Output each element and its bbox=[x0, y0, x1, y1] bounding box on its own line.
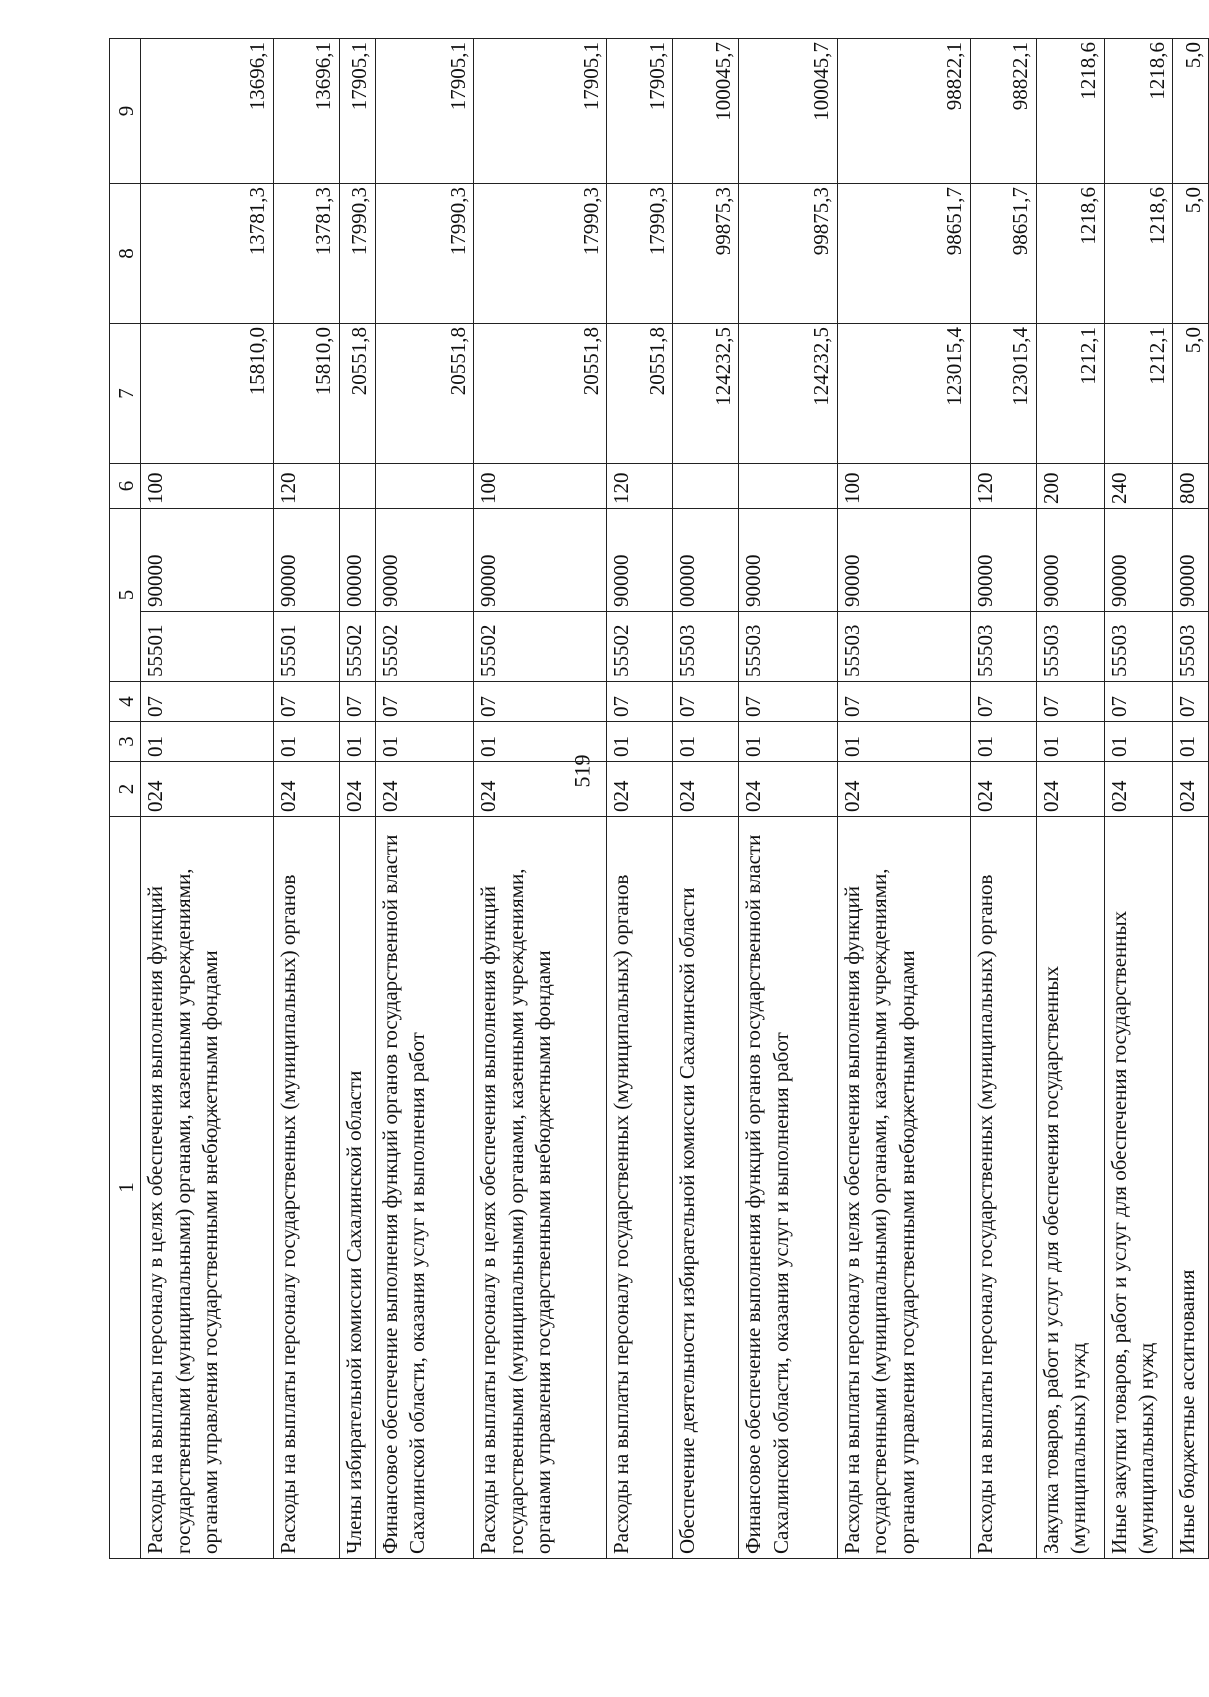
cell-amount-8: 98651,7 bbox=[970, 184, 1036, 324]
cell-direction: 90000 bbox=[607, 509, 673, 612]
cell-amount-7: 124232,5 bbox=[739, 324, 838, 464]
cell-direction: 90000 bbox=[141, 509, 274, 612]
table-row bbox=[607, 39, 673, 1559]
col-header-6: 6 bbox=[110, 464, 141, 509]
cell-amount-8: 13781,3 bbox=[273, 184, 339, 324]
cell-direction: 90000 bbox=[1173, 509, 1209, 612]
cell-type bbox=[375, 464, 474, 509]
col-header-2: 2 bbox=[110, 762, 141, 817]
cell-subsection: 07 bbox=[375, 682, 474, 722]
cell-code: 024 bbox=[1104, 762, 1172, 817]
cell-program: 55503 bbox=[837, 612, 970, 682]
cell-amount-8: 5,0 bbox=[1173, 184, 1209, 324]
col-header-1: 1 bbox=[110, 817, 141, 1559]
cell-amount-7: 1212,1 bbox=[1036, 324, 1104, 464]
table-row bbox=[1104, 39, 1172, 1559]
cell-amount-9: 98822,1 bbox=[837, 39, 970, 184]
cell-section: 01 bbox=[141, 722, 274, 762]
cell-amount-9: 98822,1 bbox=[970, 39, 1036, 184]
cell-direction: 90000 bbox=[1036, 509, 1104, 612]
cell-direction: 00000 bbox=[673, 509, 739, 612]
cell-amount-7: 20551,8 bbox=[474, 324, 607, 464]
cell-program: 55503 bbox=[1104, 612, 1172, 682]
cell-code: 024 bbox=[1036, 762, 1104, 817]
cell-section: 01 bbox=[607, 722, 673, 762]
cell-section: 01 bbox=[1036, 722, 1104, 762]
cell-name: Иные бюджетные ассигнования bbox=[1173, 817, 1209, 1559]
table-row bbox=[273, 39, 339, 1559]
cell-section: 01 bbox=[273, 722, 339, 762]
cell-amount-9: 13696,1 bbox=[273, 39, 339, 184]
cell-subsection: 07 bbox=[970, 682, 1036, 722]
cell-amount-9: 17905,1 bbox=[607, 39, 673, 184]
cell-amount-7: 20551,8 bbox=[607, 324, 673, 464]
cell-program: 55502 bbox=[375, 612, 474, 682]
cell-direction: 00000 bbox=[339, 509, 375, 612]
cell-amount-9: 1218,6 bbox=[1036, 39, 1104, 184]
cell-name: Расходы на выплаты персоналу в целях обеспечения выполнения функций государственными (муниципальными) органами, казенными учреждениями, органами управления государственными внебюджетными фондами bbox=[474, 817, 607, 1559]
table-row bbox=[375, 39, 474, 1559]
cell-subsection: 07 bbox=[837, 682, 970, 722]
cell-code: 024 bbox=[837, 762, 970, 817]
cell-section: 01 bbox=[339, 722, 375, 762]
cell-direction: 90000 bbox=[837, 509, 970, 612]
cell-amount-9: 100045,7 bbox=[739, 39, 838, 184]
cell-subsection: 07 bbox=[141, 682, 274, 722]
cell-subsection: 07 bbox=[474, 682, 607, 722]
table-row bbox=[1036, 39, 1104, 1559]
page-number: 519 bbox=[569, 754, 595, 788]
cell-type: 120 bbox=[607, 464, 673, 509]
cell-amount-7: 15810,0 bbox=[273, 324, 339, 464]
cell-amount-8: 17990,3 bbox=[339, 184, 375, 324]
cell-name: Расходы на выплаты персоналу государственных (муниципальных) органов bbox=[970, 817, 1036, 1559]
cell-direction: 90000 bbox=[1104, 509, 1172, 612]
cell-direction: 90000 bbox=[474, 509, 607, 612]
cell-type bbox=[339, 464, 375, 509]
table-row bbox=[1173, 39, 1209, 1559]
cell-type: 120 bbox=[970, 464, 1036, 509]
cell-subsection: 07 bbox=[1036, 682, 1104, 722]
cell-code: 024 bbox=[273, 762, 339, 817]
cell-subsection: 07 bbox=[739, 682, 838, 722]
col-header-8: 8 bbox=[110, 184, 141, 324]
cell-amount-8: 13781,3 bbox=[141, 184, 274, 324]
table-row bbox=[474, 39, 607, 1559]
cell-code: 024 bbox=[474, 762, 607, 817]
cell-type bbox=[673, 464, 739, 509]
cell-name: Члены избирательной комиссии Сахалинской области bbox=[339, 817, 375, 1559]
cell-section: 01 bbox=[970, 722, 1036, 762]
cell-code: 024 bbox=[375, 762, 474, 817]
cell-subsection: 07 bbox=[1104, 682, 1172, 722]
cell-section: 01 bbox=[375, 722, 474, 762]
cell-section: 01 bbox=[474, 722, 607, 762]
cell-section: 01 bbox=[1104, 722, 1172, 762]
cell-amount-9: 17905,1 bbox=[375, 39, 474, 184]
cell-type: 200 bbox=[1036, 464, 1104, 509]
cell-section: 01 bbox=[837, 722, 970, 762]
cell-amount-9: 17905,1 bbox=[339, 39, 375, 184]
cell-amount-8: 1218,6 bbox=[1036, 184, 1104, 324]
cell-direction: 90000 bbox=[739, 509, 838, 612]
cell-code: 024 bbox=[739, 762, 838, 817]
cell-name: Финансовое обеспечение выполнения функций органов государственной власти Сахалинской области, оказания услуг и выполнения работ bbox=[739, 817, 838, 1559]
cell-amount-9: 13696,1 bbox=[141, 39, 274, 184]
cell-subsection: 07 bbox=[607, 682, 673, 722]
budget-table-container bbox=[109, 39, 1209, 1559]
cell-section: 01 bbox=[1173, 722, 1209, 762]
cell-type: 100 bbox=[474, 464, 607, 509]
col-header-5: 5 bbox=[110, 509, 141, 682]
cell-amount-7: 15810,0 bbox=[141, 324, 274, 464]
cell-amount-8: 99875,3 bbox=[673, 184, 739, 324]
cell-program: 55503 bbox=[1173, 612, 1209, 682]
table-row bbox=[339, 39, 375, 1559]
cell-type: 100 bbox=[837, 464, 970, 509]
budget-table bbox=[109, 38, 1209, 1559]
col-header-3: 3 bbox=[110, 722, 141, 762]
cell-name: Иные закупки товаров, работ и услуг для обеспечения государственных (муниципальных) нужд bbox=[1104, 817, 1172, 1559]
cell-type: 240 bbox=[1104, 464, 1172, 509]
cell-direction: 90000 bbox=[375, 509, 474, 612]
table-row bbox=[837, 39, 970, 1559]
cell-program: 55502 bbox=[607, 612, 673, 682]
cell-code: 024 bbox=[607, 762, 673, 817]
col-header-4: 4 bbox=[110, 682, 141, 722]
cell-subsection: 07 bbox=[673, 682, 739, 722]
cell-subsection: 07 bbox=[273, 682, 339, 722]
cell-code: 024 bbox=[970, 762, 1036, 817]
cell-program: 55503 bbox=[739, 612, 838, 682]
table-row bbox=[739, 39, 838, 1559]
col-header-7: 7 bbox=[110, 324, 141, 464]
cell-program: 55503 bbox=[673, 612, 739, 682]
cell-name: Обеспечение деятельности избирательной комиссии Сахалинской области bbox=[673, 817, 739, 1559]
cell-type: 800 bbox=[1173, 464, 1209, 509]
col-header-9: 9 bbox=[110, 39, 141, 184]
cell-direction: 90000 bbox=[273, 509, 339, 612]
cell-program: 55503 bbox=[1036, 612, 1104, 682]
header-row bbox=[110, 39, 141, 1559]
cell-program: 55502 bbox=[339, 612, 375, 682]
cell-name: Расходы на выплаты персоналу государственных (муниципальных) органов bbox=[607, 817, 673, 1559]
cell-subsection: 07 bbox=[339, 682, 375, 722]
cell-code: 024 bbox=[141, 762, 274, 817]
cell-amount-7: 20551,8 bbox=[375, 324, 474, 464]
table-row bbox=[673, 39, 739, 1559]
cell-section: 01 bbox=[739, 722, 838, 762]
cell-program: 55502 bbox=[474, 612, 607, 682]
cell-amount-7: 20551,8 bbox=[339, 324, 375, 464]
cell-section: 01 bbox=[673, 722, 739, 762]
cell-code: 024 bbox=[1173, 762, 1209, 817]
cell-amount-8: 17990,3 bbox=[607, 184, 673, 324]
cell-direction: 90000 bbox=[970, 509, 1036, 612]
cell-amount-8: 1218,6 bbox=[1104, 184, 1172, 324]
cell-subsection: 07 bbox=[1173, 682, 1209, 722]
cell-name: Финансовое обеспечение выполнения функций органов государственной власти Сахалинской области, оказания услуг и выполнения работ bbox=[375, 817, 474, 1559]
table-row bbox=[141, 39, 274, 1559]
cell-amount-9: 17905,1 bbox=[474, 39, 607, 184]
cell-amount-7: 123015,4 bbox=[837, 324, 970, 464]
cell-name: Расходы на выплаты персоналу в целях обеспечения выполнения функций государственными (муниципальными) органами, казенными учреждениями, органами управления государственными внебюджетными фондами bbox=[837, 817, 970, 1559]
cell-amount-9: 100045,7 bbox=[673, 39, 739, 184]
cell-amount-8: 17990,3 bbox=[474, 184, 607, 324]
cell-amount-9: 5,0 bbox=[1173, 39, 1209, 184]
cell-amount-8: 17990,3 bbox=[375, 184, 474, 324]
cell-name: Расходы на выплаты персоналу государственных (муниципальных) органов bbox=[273, 817, 339, 1559]
cell-program: 55501 bbox=[273, 612, 339, 682]
cell-type: 120 bbox=[273, 464, 339, 509]
table-row bbox=[970, 39, 1036, 1559]
cell-amount-8: 99875,3 bbox=[739, 184, 838, 324]
cell-program: 55503 bbox=[970, 612, 1036, 682]
cell-code: 024 bbox=[673, 762, 739, 817]
cell-amount-7: 1212,1 bbox=[1104, 324, 1172, 464]
cell-name: Расходы на выплаты персоналу в целях обеспечения выполнения функций государственными (муниципальными) органами, казенными учреждениями, органами управления государственными внебюджетными фондами bbox=[141, 817, 274, 1559]
cell-amount-7: 124232,5 bbox=[673, 324, 739, 464]
cell-amount-8: 98651,7 bbox=[837, 184, 970, 324]
cell-amount-9: 1218,6 bbox=[1104, 39, 1172, 184]
cell-amount-7: 5,0 bbox=[1173, 324, 1209, 464]
cell-type: 100 bbox=[141, 464, 274, 509]
cell-program: 55501 bbox=[141, 612, 274, 682]
cell-code: 024 bbox=[339, 762, 375, 817]
cell-type bbox=[739, 464, 838, 509]
cell-amount-7: 123015,4 bbox=[970, 324, 1036, 464]
cell-name: Закупка товаров, работ и услуг для обеспечения государственных (муниципальных) нужд bbox=[1036, 817, 1104, 1559]
